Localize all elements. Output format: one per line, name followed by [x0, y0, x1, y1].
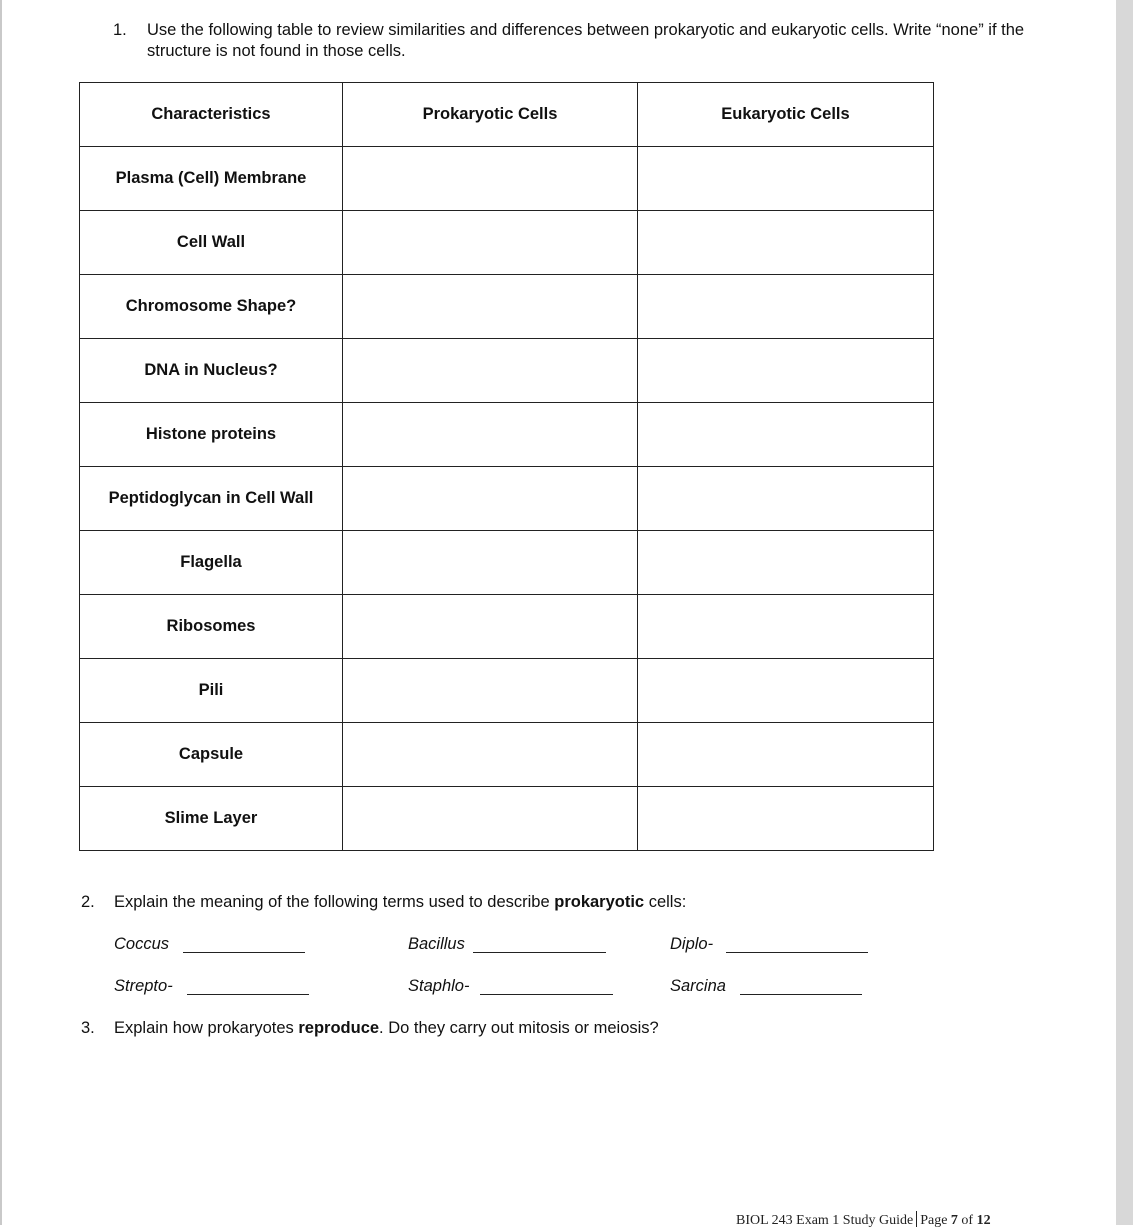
table-row — [80, 467, 934, 531]
row-label: Plasma (Cell) Membrane — [80, 147, 343, 211]
eukaryotic-answer-cell[interactable] — [638, 403, 934, 467]
coccus-answer-blank[interactable] — [183, 952, 305, 953]
question-2-text-start: Explain the meaning of the following terms used to describe — [114, 893, 555, 911]
table-row — [80, 595, 934, 659]
term-coccus: Coccus — [114, 935, 170, 953]
header-eukaryotic: Eukaryotic Cells — [638, 83, 934, 147]
question-1-text: Use the following table to review similarities and differences between prokaryotic and eukaryotic cells. Write “none” if the structure is not found in those cells. — [147, 21, 1025, 60]
header-prokaryotic: Prokaryotic Cells — [343, 83, 638, 147]
term-diplo: Diplo- — [670, 935, 714, 953]
strepto-answer-blank[interactable] — [187, 994, 309, 995]
term-sarcina: Sarcina — [670, 977, 726, 995]
page-footer — [736, 1211, 991, 1229]
table-row — [80, 403, 934, 467]
table-row — [80, 147, 934, 211]
question-1-number: 1. — [113, 21, 127, 39]
prokaryotic-answer-cell[interactable] — [343, 339, 638, 403]
prokaryotic-answer-cell[interactable] — [343, 787, 638, 851]
footer-page-number: 7 — [950, 1213, 958, 1228]
eukaryotic-answer-cell[interactable] — [638, 531, 934, 595]
row-label: DNA in Nucleus? — [80, 339, 343, 403]
prokaryotic-answer-cell[interactable] — [343, 531, 638, 595]
table-row — [80, 787, 934, 851]
prokaryotic-answer-cell[interactable] — [343, 403, 638, 467]
term-staphlo: Staphlo- — [408, 977, 470, 995]
row-label: Peptidoglycan in Cell Wall — [80, 467, 343, 531]
question-2-text-end: cells: — [644, 893, 687, 911]
eukaryotic-answer-cell[interactable] — [638, 659, 934, 723]
question-3-text — [114, 1019, 659, 1038]
question-3-text-end: . Do they carry out mitosis or meiosis? — [379, 1019, 659, 1037]
footer-of-label: of — [957, 1213, 977, 1228]
sarcina-answer-blank[interactable] — [740, 994, 862, 995]
term-strepto: Strepto- — [114, 977, 173, 995]
row-label: Chromosome Shape? — [80, 275, 343, 339]
question-2-text — [114, 893, 686, 912]
question-2-bold-term: prokaryotic — [554, 893, 645, 911]
table-row — [80, 275, 934, 339]
question-2-number: 2. — [81, 893, 95, 911]
eukaryotic-answer-cell[interactable] — [638, 339, 934, 403]
eukaryotic-answer-cell[interactable] — [638, 595, 934, 659]
table-header-row — [80, 83, 934, 147]
cell-comparison-table — [79, 82, 934, 851]
eukaryotic-answer-cell[interactable] — [638, 467, 934, 531]
row-label: Pili — [80, 659, 343, 723]
row-label: Capsule — [80, 723, 343, 787]
row-label: Ribosomes — [80, 595, 343, 659]
prokaryotic-answer-cell[interactable] — [343, 275, 638, 339]
prokaryotic-answer-cell[interactable] — [343, 595, 638, 659]
table-row — [80, 659, 934, 723]
eukaryotic-answer-cell[interactable] — [638, 723, 934, 787]
table-row — [80, 211, 934, 275]
question-3-bold-term: reproduce — [298, 1019, 380, 1037]
header-characteristics: Characteristics — [80, 83, 343, 147]
table-row — [80, 531, 934, 595]
page-right-gutter — [1116, 0, 1133, 1225]
eukaryotic-answer-cell[interactable] — [638, 147, 934, 211]
footer-page-total: 12 — [976, 1213, 991, 1228]
row-label: Histone proteins — [80, 403, 343, 467]
eukaryotic-answer-cell[interactable] — [638, 211, 934, 275]
staphlo-answer-blank[interactable] — [480, 994, 613, 995]
table-row — [80, 339, 934, 403]
eukaryotic-answer-cell[interactable] — [638, 787, 934, 851]
diplo-answer-blank[interactable] — [726, 952, 868, 953]
term-bacillus: Bacillus — [408, 935, 465, 953]
prokaryotic-answer-cell[interactable] — [343, 147, 638, 211]
row-label: Slime Layer — [80, 787, 343, 851]
row-label: Cell Wall — [80, 211, 343, 275]
prokaryotic-answer-cell[interactable] — [343, 211, 638, 275]
question-3-number: 3. — [81, 1019, 95, 1037]
eukaryotic-answer-cell[interactable] — [638, 275, 934, 339]
prokaryotic-answer-cell[interactable] — [343, 467, 638, 531]
question-3-text-start: Explain how prokaryotes — [114, 1019, 299, 1037]
prokaryotic-answer-cell[interactable] — [343, 659, 638, 723]
footer-page-label: Page — [920, 1213, 951, 1228]
page-left-edge — [0, 0, 2, 1225]
table-row — [80, 723, 934, 787]
row-label: Flagella — [80, 531, 343, 595]
bacillus-answer-blank[interactable] — [473, 952, 606, 953]
prokaryotic-answer-cell[interactable] — [343, 723, 638, 787]
footer-course-title: BIOL 243 Exam 1 Study Guide — [736, 1213, 914, 1228]
